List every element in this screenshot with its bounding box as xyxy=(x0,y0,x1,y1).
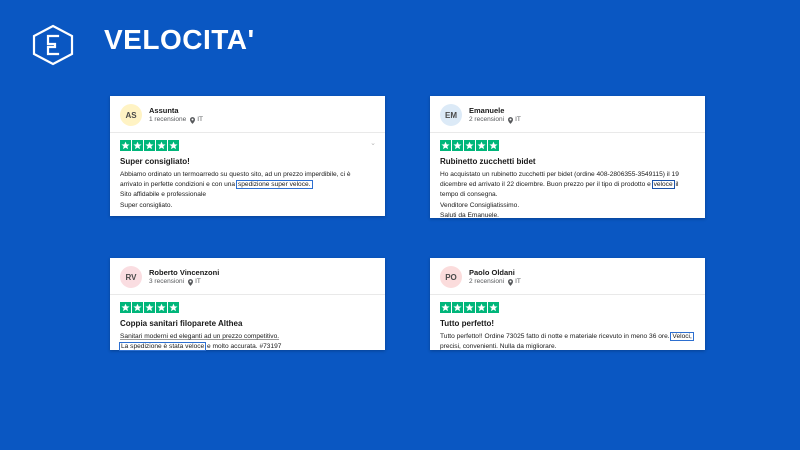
review-highlight: veloce xyxy=(653,181,673,189)
avatar: RV xyxy=(120,266,142,288)
reviewer-name: Paolo Oldani xyxy=(469,267,515,277)
review-line: Venditore Consigliatissimo. xyxy=(440,201,520,209)
star-icon xyxy=(464,302,475,313)
star-icon xyxy=(464,140,475,151)
rating-stars xyxy=(120,302,375,313)
share-icon[interactable]: ⌄ xyxy=(370,140,376,147)
rating-stars xyxy=(120,140,375,151)
review-count: 2 recensioni xyxy=(469,278,505,286)
review-card xyxy=(430,96,705,218)
star-icon xyxy=(452,140,463,151)
review-card xyxy=(110,96,385,216)
review-count: 1 recensione xyxy=(149,116,187,124)
reviewer-country: IT xyxy=(515,278,521,286)
reviewer-country: IT xyxy=(197,116,204,124)
review-title: Rubinetto zucchetti bidet xyxy=(440,157,536,166)
star-icon xyxy=(144,302,155,313)
rating-stars xyxy=(440,302,695,313)
star-icon xyxy=(156,302,167,313)
review-card xyxy=(110,258,385,350)
review-line: Saluti da Emanuele. xyxy=(440,211,500,219)
review-line: il xyxy=(673,181,679,189)
reviewer-location xyxy=(508,116,521,124)
review-header xyxy=(430,258,705,295)
star-icon xyxy=(452,302,463,313)
review-line: Tutto perfetto!! Ordine 73025 fatto di notte e materiale ricevuto in meno 36 ore. xyxy=(440,333,672,340)
review-card xyxy=(430,258,705,350)
star-icon xyxy=(156,140,167,151)
review-line: e molto accurata. #73197 xyxy=(205,343,282,351)
review-text xyxy=(120,170,375,211)
review-line: Abbiamo ordinato un termoarredo su questo sito, ad un prezzo imperdibile, ci è xyxy=(120,171,351,178)
review-line: dicembre ed arrivato il 22 dicembre. Buon prezzo per il tipo di prodotto e xyxy=(440,181,653,189)
location-pin-icon xyxy=(508,279,513,286)
reviewer-location xyxy=(188,278,201,286)
review-header xyxy=(110,258,385,295)
reviewer-meta xyxy=(469,116,521,124)
review-body xyxy=(110,133,385,219)
review-title: Super consigliato! xyxy=(120,157,190,166)
review-title: Tutto perfetto! xyxy=(440,319,495,328)
location-pin-icon xyxy=(190,117,195,124)
review-line: Super consigliato. xyxy=(120,201,173,209)
avatar: PO xyxy=(440,266,462,288)
star-icon xyxy=(168,302,179,313)
star-icon xyxy=(132,302,143,313)
review-text xyxy=(120,332,375,352)
reviewer-meta xyxy=(149,116,203,124)
reviewer-meta xyxy=(469,278,521,286)
star-icon xyxy=(440,140,451,151)
star-icon xyxy=(120,302,131,313)
review-line: Ho acquistato un rubinetto zucchetti per bidet (ordine 408-2806355-3549115) il 19 xyxy=(440,171,679,178)
review-line: tempo di consegna. xyxy=(440,191,498,199)
review-header xyxy=(110,96,385,133)
reviewer-name: Roberto Vincenzoni xyxy=(149,267,220,277)
location-pin-icon xyxy=(508,117,513,124)
review-body xyxy=(110,295,385,360)
star-icon xyxy=(488,140,499,151)
star-icon xyxy=(476,140,487,151)
avatar: AS xyxy=(120,104,142,126)
reviewer-name: Emanuele xyxy=(469,105,505,115)
avatar: EM xyxy=(440,104,462,126)
review-line: Sito affidabile e professionale xyxy=(120,191,207,199)
reviewer-name: Assunta xyxy=(149,105,179,115)
review-body xyxy=(430,295,705,360)
rating-stars xyxy=(440,140,695,151)
review-body xyxy=(430,133,705,229)
review-line: arrivato in perfette condizioni e con una xyxy=(120,181,237,189)
reviewer-meta xyxy=(149,278,219,286)
review-line: precisi, convenienti. Nulla da migliorare. xyxy=(440,343,557,351)
reviewer-location xyxy=(190,116,203,124)
review-line: Sanitari moderni ed eleganti ad un prezzo competitivo. xyxy=(120,333,280,340)
page-title: VELOCITA' xyxy=(104,24,255,55)
location-pin-icon xyxy=(188,279,193,286)
reviewer-country: IT xyxy=(515,116,521,124)
star-icon xyxy=(476,302,487,313)
review-count: 2 recensioni xyxy=(469,116,505,124)
review-highlight: La spedizione è stata veloce xyxy=(121,343,205,351)
review-text xyxy=(440,170,695,221)
star-icon xyxy=(132,140,143,151)
review-title: Coppia sanitari filoparete Althea xyxy=(120,319,243,328)
reviewer-country: IT xyxy=(195,278,201,286)
reviewer-location xyxy=(508,278,521,286)
star-icon xyxy=(120,140,131,151)
review-text xyxy=(440,332,695,352)
review-count: 3 recensioni xyxy=(149,278,185,286)
brand-logo-icon xyxy=(30,22,76,68)
star-icon xyxy=(488,302,499,313)
review-header xyxy=(430,96,705,133)
review-highlight: Veloci, xyxy=(672,333,692,340)
star-icon xyxy=(144,140,155,151)
star-icon xyxy=(168,140,179,151)
review-highlight: spedizione super veloce. xyxy=(237,181,311,189)
star-icon xyxy=(440,302,451,313)
